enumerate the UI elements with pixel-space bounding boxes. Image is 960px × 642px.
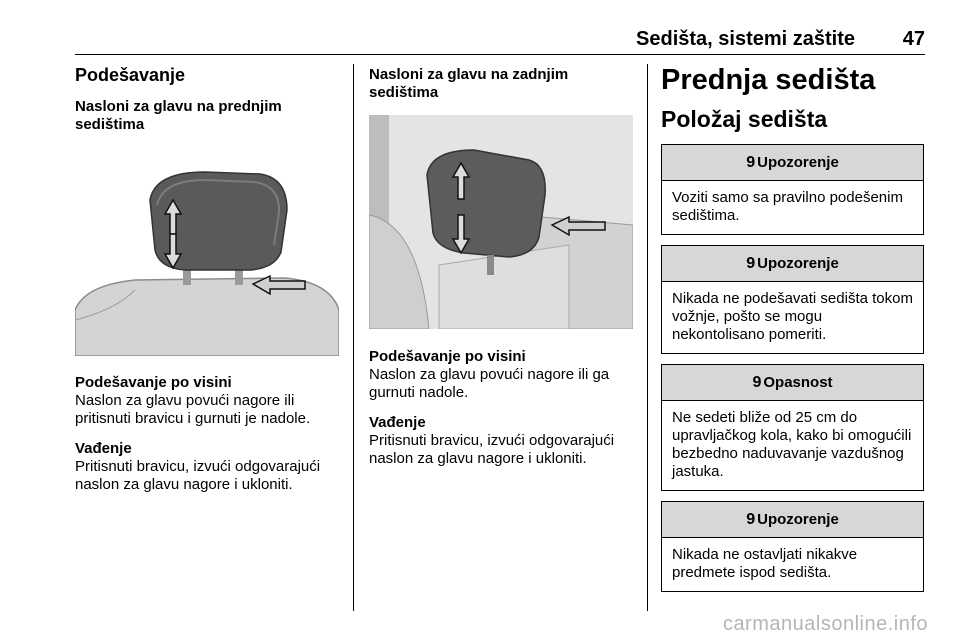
- danger-box: [661, 364, 924, 491]
- paragraph-heading: Vađenje: [75, 440, 132, 457]
- warning-title: Upozorenje: [757, 511, 839, 528]
- chapter-heading: Prednja sedišta: [661, 64, 876, 96]
- paragraph-text: Pritisnuti bravicu, izvući odgovarajući naslon za glavu nagore i ukloniti.: [75, 458, 321, 493]
- column-divider: [647, 64, 648, 611]
- subsection-title: Nasloni za glavu na zadnjim sedištima: [369, 66, 569, 101]
- column-rear-headrests: [369, 64, 634, 468]
- paragraph-heading: Podešavanje po visini: [369, 348, 526, 365]
- front-headrest-illustration: [75, 160, 339, 356]
- danger-title: Opasnost: [763, 374, 833, 391]
- subsection-title: Nasloni za glavu na prednjim sedištima: [75, 98, 282, 133]
- warning-header: [662, 246, 923, 282]
- column-divider: [353, 64, 354, 611]
- column-front-headrests: [75, 64, 340, 494]
- section-heading: Položaj sedišta: [661, 106, 828, 132]
- warning-triangle-icon: 9: [746, 510, 756, 528]
- warning-text: Voziti samo sa pravilno podešenim sedištima.: [672, 189, 903, 224]
- watermark: carmanualsonline.info: [722, 613, 928, 635]
- warning-triangle-icon: 9: [752, 373, 762, 391]
- paragraph-text: Naslon za glavu povući nagore ili pritisnuti bravicu i gurnuti je nadole.: [75, 392, 311, 427]
- warning-box: [661, 144, 924, 235]
- page-header: [75, 24, 925, 55]
- warning-title: Upozorenje: [757, 255, 839, 272]
- warning-text: Nikada ne podešavati sedišta tokom vožnje, pošto se mogu nekontolisano pomeriti.: [672, 290, 913, 343]
- warning-title: Upozorenje: [757, 154, 839, 171]
- rear-headrest-illustration: [369, 115, 633, 329]
- paragraph-heading: Vađenje: [369, 414, 426, 431]
- warning-triangle-icon: 9: [746, 153, 756, 171]
- header-title: Sedišta, sistemi zaštite: [636, 28, 855, 50]
- section-title: Podešavanje: [75, 65, 186, 85]
- warning-triangle-icon: 9: [746, 254, 756, 272]
- warning-box: [661, 245, 924, 354]
- page-number: 47: [902, 28, 925, 50]
- warning-text: Nikada ne ostavljati nikakve predmete ispod sedišta.: [672, 546, 858, 581]
- danger-text: Ne sedeti bliže od 25 cm do upravljačkog kola, kako bi omogućili bezbedno naduvavanje vazdušnog jastuka.: [672, 409, 912, 480]
- warning-box: [661, 501, 924, 592]
- paragraph-text: Naslon za glavu povući nagore ili ga gurnuti nadole.: [369, 366, 610, 401]
- warning-header: [662, 145, 923, 181]
- column-front-seats: [661, 64, 925, 592]
- danger-header: [662, 365, 923, 401]
- paragraph-heading: Podešavanje po visini: [75, 374, 232, 391]
- warning-header: [662, 502, 923, 538]
- paragraph-text: Pritisnuti bravicu, izvući odgovarajući naslon za glavu nagore i ukloniti.: [369, 432, 615, 467]
